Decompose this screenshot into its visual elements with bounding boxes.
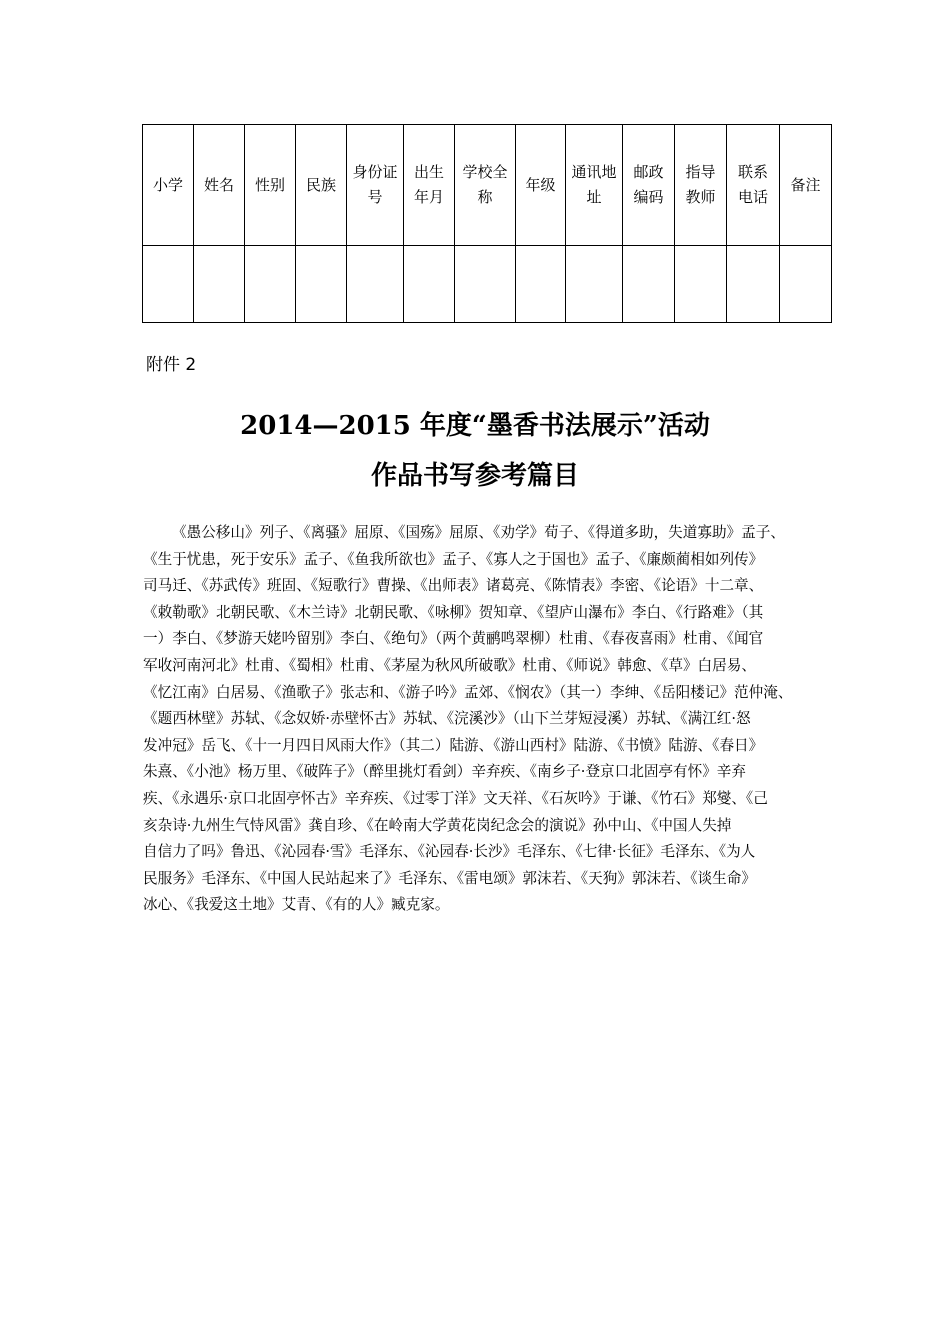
header-cell-address: 通讯地 址 — [566, 125, 623, 246]
paragraph-line: 疾、《永遇乐·京口北固亭怀古》辛弃疾、《过零丁洋》文天祥、《石灰吟》于谦、《竹石》郑燮、《己 — [143, 789, 768, 807]
paragraph-line: 亥杂诗·九州生气恃风雷》龚自珍、《在岭南大学黄花岗纪念会的演说》孙中山、《中国人失掉 — [143, 816, 732, 834]
paragraph-line: 民服务》毛泽东、《中国人民站起来了》毛泽东、《雷电颂》郭沫若、《天狗》郭沫若、《谈生命》 — [143, 869, 756, 887]
paragraph-line: 《愚公移山》列子、《离骚》屈原、《国殇》屈原、《劝学》荀子、《得道多助，失道寡助》孟子、 — [172, 524, 785, 541]
table-cell — [780, 246, 832, 323]
attachment-label: 附件 2 — [146, 355, 197, 375]
reference-list-paragraph — [143, 520, 833, 919]
table-cell — [404, 246, 455, 323]
header-cell-grade: 年级 — [516, 125, 566, 246]
paragraph-line: 发冲冠》岳飞、《十一月四日风雨大作》（其二）陆游、《游山西村》陆游、《书愤》陆游、《春日》 — [143, 736, 764, 754]
header-cell-school-level: 小学 — [143, 125, 194, 246]
paragraph-line: 《生于忧患，死于安乐》孟子、《鱼我所欲也》孟子、《寡人之于国也》孟子、《廉颇蔺相如列传》 — [143, 550, 764, 568]
header-cell-name: 姓名 — [194, 125, 245, 246]
paragraph-line: 自信力了吗》鲁迅、《沁园春·雪》毛泽东、《沁园春·长沙》毛泽东、《七律·长征》毛泽东、《为人 — [143, 843, 756, 861]
header-cell-school-name: 学校全 称 — [455, 125, 516, 246]
table-header-row — [143, 125, 832, 246]
table-cell — [623, 246, 675, 323]
table-cell — [347, 246, 404, 323]
document-subtitle: 作品书写参考篇目 — [370, 461, 579, 491]
paragraph-line: 《题西林壁》苏轼、《念奴娇·赤壁怀古》苏轼、《浣溪沙》（山下兰芽短浸溪）苏轼、《满江红·怒 — [143, 710, 751, 728]
table-cell — [566, 246, 623, 323]
paragraph-line: 军收河南河北》杜甫、《蜀相》杜甫、《茅屋为秋风所破歌》杜甫、《师说》韩愈、《草》白居易、 — [143, 656, 756, 674]
header-cell-gender: 性别 — [245, 125, 296, 246]
table-cell — [516, 246, 566, 323]
table-blank-row — [143, 246, 832, 323]
paragraph-line: 朱熹、《小池》杨万里、《破阵子》（醉里挑灯看剑）辛弃疾、《南乡子·登京口北固亭有怀》辛弃 — [143, 763, 746, 781]
table-cell — [455, 246, 516, 323]
document-title: 2014—2015 年度“墨香书法展示”活动 — [240, 411, 710, 441]
header-cell-teacher: 指导 教师 — [675, 125, 727, 246]
table-cell — [143, 246, 194, 323]
table-cell — [245, 246, 296, 323]
table-cell — [675, 246, 727, 323]
paragraph-line: 《忆江南》白居易、《渔歌子》张志和、《游子吟》孟郊、《悯农》（其一）李绅、《岳阳楼记》范仲淹、 — [143, 683, 793, 701]
paragraph-line: 一）李白、《梦游天姥吟留别》李白、《绝句》（两个黄鹂鸣翠柳）杜甫、《春夜喜雨》杜甫、《闻官 — [143, 630, 764, 648]
header-cell-phone: 联系 电话 — [727, 125, 780, 246]
paragraph-line: 《敕勒歌》北朝民歌、《木兰诗》北朝民歌、《咏柳》贺知章、《望庐山瀑布》李白、《行路难》（其 — [143, 603, 764, 621]
header-cell-postcode: 邮政 编码 — [623, 125, 675, 246]
table-cell — [727, 246, 780, 323]
paragraph-line: 司马迁、《苏武传》班固、《短歌行》曹操、《出师表》诸葛亮、《陈情表》李密、《论语》十二章、 — [143, 577, 764, 595]
header-cell-remarks: 备注 — [780, 125, 832, 246]
table-cell — [194, 246, 245, 323]
paragraph-line: 冰心、《我爱这土地》艾青、《有的人》臧克家。 — [143, 896, 450, 914]
table-cell — [296, 246, 347, 323]
header-cell-birth-date: 出生 年月 — [404, 125, 455, 246]
header-cell-id-number: 身份证 号 — [347, 125, 404, 246]
registration-table — [142, 124, 832, 323]
header-cell-ethnicity: 民族 — [296, 125, 347, 246]
